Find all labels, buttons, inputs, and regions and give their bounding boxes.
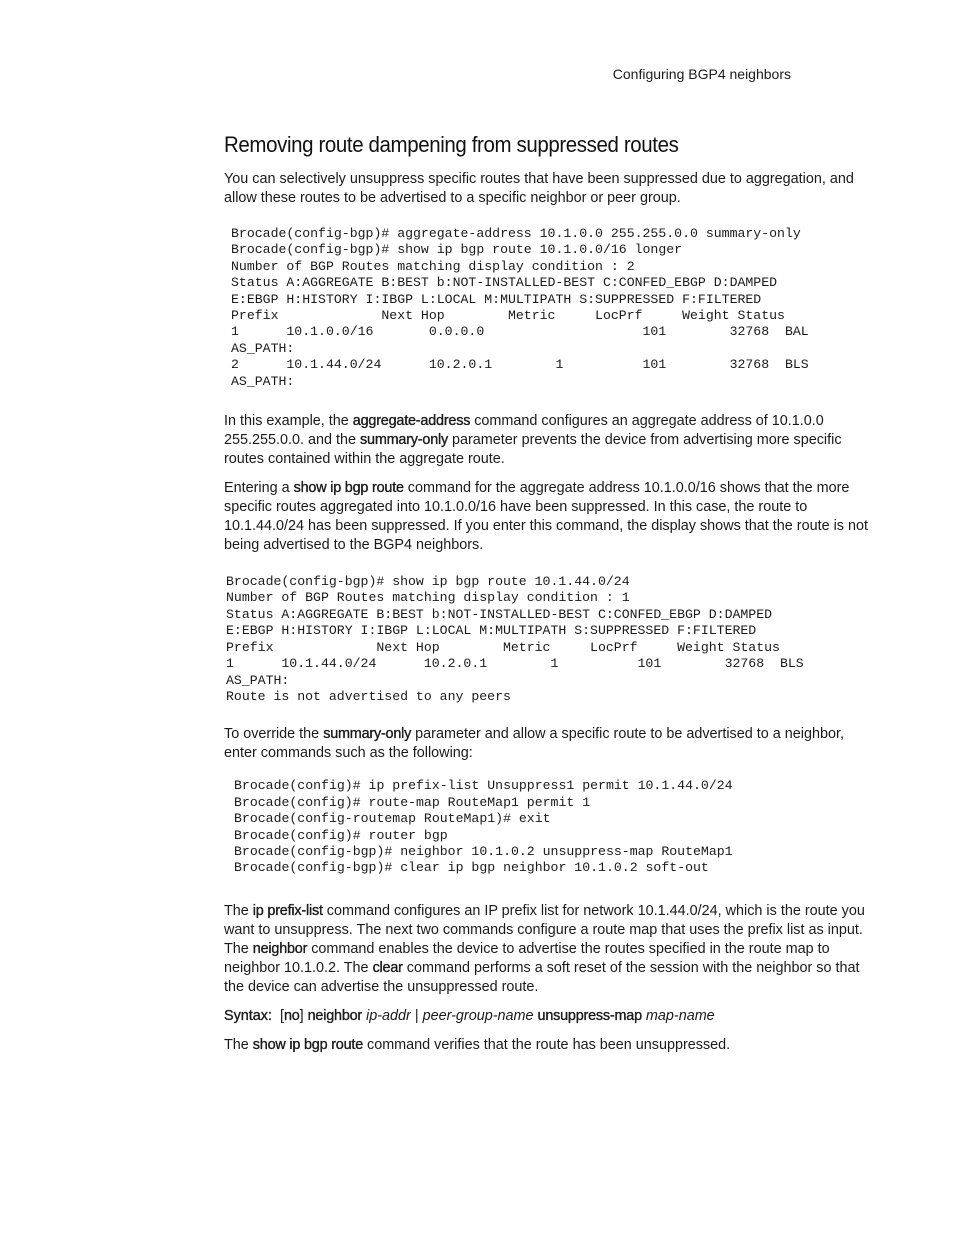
syntax-ip-addr: ip-addr <box>366 1007 411 1024</box>
example-paragraph: In this example, the aggregate-address command configures an aggregate address of 10.1.0.0 255.255.0.0. and the summary-only parameter prevents the device from advertising more specific routes contained within the aggregate route. <box>224 413 842 468</box>
keyword-summary-only-2: summary-only <box>323 726 412 743</box>
syntax-map-name: map-name <box>645 1007 715 1024</box>
syntax-line: Syntax: [no] neighbor ip-addr | peer-group-name unsuppress-map map-name <box>224 1007 715 1024</box>
syntax-no: no <box>284 1007 300 1024</box>
keyword-show-ip-bgp-route: show ip bgp route <box>293 480 404 497</box>
page-content <box>224 132 872 1055</box>
code-block-aggregate: Brocade(config-bgp)# aggregate-address 10.1.0.0 255.255.0.0 summary-only Brocade(config-bgp)# show ip bgp route 10.1.0.0/16 longer Number of BGP Routes matching display condition : 2 Status A:AGGREGATE B:BEST b:NOT-INSTALLED-BEST C:CONFED_EBGP D:DAMPED E:EBGP H:HISTORY I:IBGP L:LOCAL M:MULTIPATH S:SUPPRESSED F:FILTERED Prefix Next Hop Metric LocPrf Weight Status 1 10.1.0.0/16 0.0.0.0 101 32768 BAL AS_PATH: 2 10.1.44.0/24 10.2.0.1 1 101 32768 BLS AS_PATH: <box>231 226 809 389</box>
override-paragraph: To override the summary-only parameter and allow a specific route to be advertised to a neighbor, enter commands such as the following: <box>224 726 844 762</box>
code-block-unsuppress-commands: Brocade(config)# ip prefix-list Unsuppress1 permit 10.1.44.0/24 Brocade(config)# route-map RouteMap1 permit 1 Brocade(config-routemap RouteMap1)# exit Brocade(config)# router bgp Brocade(config-bgp)# neighbor 10.1.0.2 unsuppress-map RouteMap1 Brocade(config-bgp)# clear ip bgp neighbor 10.1.0.2 soft-out <box>234 778 733 876</box>
syntax-neighbor: neighbor <box>307 1007 363 1024</box>
keyword-ip-prefix-list: ip prefix-list <box>252 902 323 919</box>
section-title: Removing route dampening from suppressed routes <box>224 132 679 157</box>
keyword-clear: clear <box>372 959 403 976</box>
entering-paragraph: Entering a show ip bgp route command for the aggregate address 10.1.0.0/16 shows that the more specific routes aggregated into 10.1.0.0/16 have been suppressed. In this case, the route to 10.1.44.0/24 has been suppressed. If you enter this command, the display shows that the route is not being advertised to the BGP4 neighbors. <box>224 480 868 554</box>
keyword-show-ip-bgp-route-2: show ip bgp route <box>252 1036 363 1053</box>
keyword-aggregate-address: aggregate-address <box>352 413 471 430</box>
running-header: Configuring BGP4 neighbors <box>612 66 791 82</box>
verify-paragraph: The show ip bgp route command verifies that the route has been unsuppressed. <box>224 1036 731 1053</box>
syntax-unsuppress-map: unsuppress-map <box>537 1007 642 1024</box>
keyword-neighbor: neighbor <box>252 940 308 957</box>
syntax-peer-group-name: peer-group-name <box>422 1007 534 1024</box>
syntax-label: Syntax: <box>224 1007 272 1024</box>
prefix-list-paragraph: The ip prefix-list command configures an IP prefix list for network 10.1.44.0/24, which is the route you want to unsuppress. The next two commands configure a route map that uses the prefix list as input. The neighbor command enables the device to advertise the routes specified in the route map to neighbor 10.1.0.2. The clear command performs a soft reset of the session with the neighbor so that the device can advertise the unsuppressed route. <box>224 902 865 995</box>
code-block-show-route: Brocade(config-bgp)# show ip bgp route 10.1.44.0/24 Number of BGP Routes matching display condition : 1 Status A:AGGREGATE B:BEST b:NOT-INSTALLED-BEST C:CONFED_EBGP D:DAMPED E:EBGP H:HISTORY I:IBGP L:LOCAL M:MULTIPATH S:SUPPRESSED F:FILTERED Prefix Next Hop Metric LocPrf Weight Status 1 10.1.44.0/24 10.2.0.1 1 101 32768 BLS AS_PATH: Route is not advertised to any peers <box>226 574 804 704</box>
intro-paragraph: You can selectively unsuppress specific routes that have been suppressed due to aggregation, and allow these routes to be advertised to a specific neighbor or peer group. <box>224 171 854 206</box>
keyword-summary-only: summary-only <box>360 432 448 449</box>
